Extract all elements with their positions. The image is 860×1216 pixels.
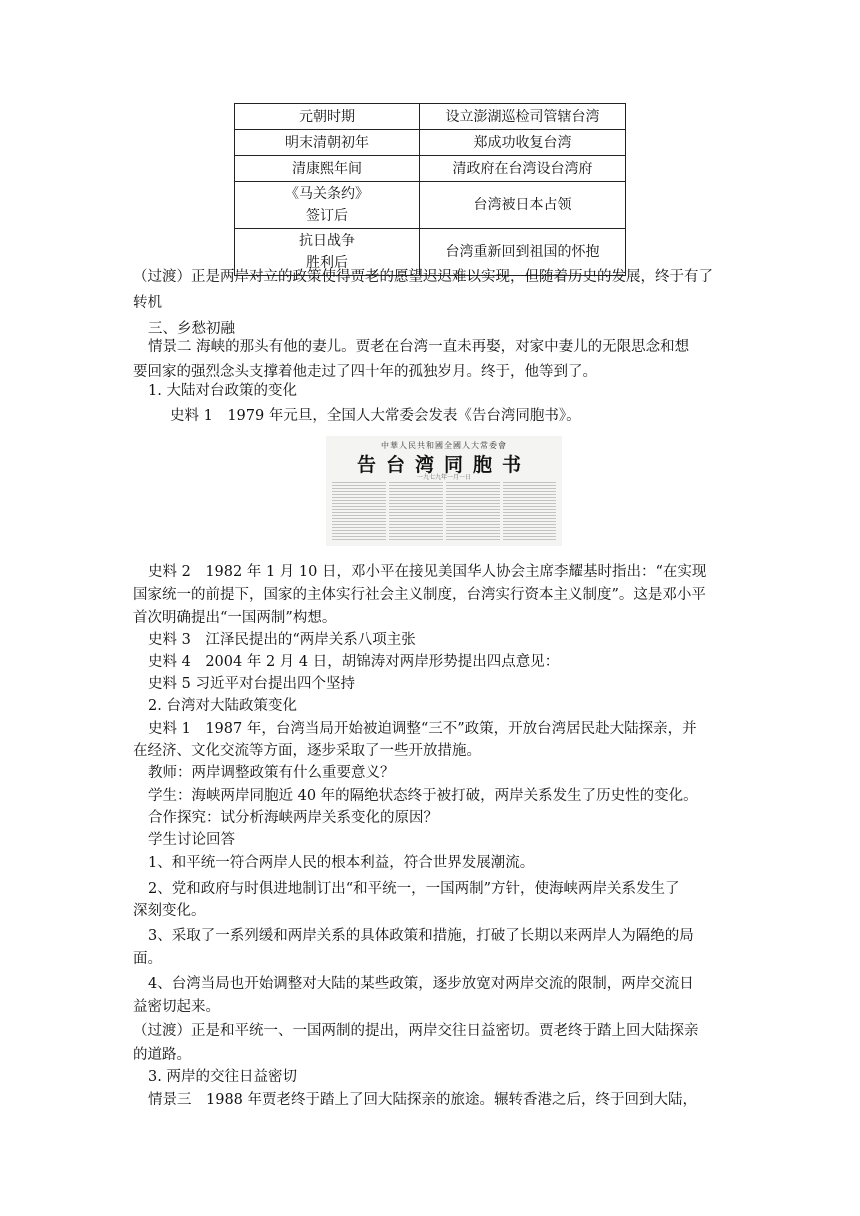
image-subtitle: 一九七九年一月一日 xyxy=(416,474,471,481)
newspaper-image xyxy=(326,436,562,546)
table-row xyxy=(235,130,626,156)
section-heading: 三、乡愁初融 xyxy=(148,321,235,337)
source-line: 史料 5 习近平对台提出四个坚持 xyxy=(148,676,355,692)
paragraph-line: 转机 xyxy=(133,295,162,311)
table-row xyxy=(235,182,626,229)
table-cell-event: 清政府在台湾设台湾府 xyxy=(420,156,626,182)
period-line: 抗日战争 xyxy=(299,233,355,249)
paragraph-line: 在经济、文化交流等方面，逐步采取了一些开放措施。 xyxy=(133,743,481,759)
teacher-line: 教师：两岸调整政策有什么重要意义？ xyxy=(148,765,395,781)
table-cell-event: 设立澎湖巡检司管辖台湾 xyxy=(420,104,626,130)
table-cell-period: 清康熙年间 xyxy=(235,156,420,182)
subsection-heading: 2. 台湾对大陆政策变化 xyxy=(148,698,297,714)
paragraph-line: 的道路。 xyxy=(133,1047,191,1063)
paragraph-line: 面。 xyxy=(133,951,162,967)
table-cell-period: 明末清朝初年 xyxy=(235,130,420,156)
table-row xyxy=(235,156,626,182)
table-cell-event: 郑成功收复台湾 xyxy=(420,130,626,156)
subsection-heading: 3. 两岸的交往日益密切 xyxy=(148,1069,297,1085)
subsection-heading: 1. 大陆对台政策的变化 xyxy=(148,383,297,399)
image-title: 告台湾同胞书 xyxy=(356,454,531,476)
source-line: 史料 2 1982 年 1 月 10 日，邓小平在接见美国华人协会主席李耀基时指出：“在实现 xyxy=(148,564,707,580)
history-table xyxy=(234,103,626,276)
list-item: 1、和平统一符合两岸人民的根本利益，符合世界发展潮流。 xyxy=(148,855,535,871)
table-cell-period xyxy=(235,182,420,229)
paragraph-line: 首次明确提出“一国两制”构想。 xyxy=(133,610,337,626)
list-item: 4、台湾当局也开始调整对大陆的某些政策，逐步放宽对两岸交流的限制，两岸交流日 xyxy=(148,976,694,992)
paragraph-line: 合作探究：试分析海峡两岸关系变化的原因？ xyxy=(148,810,438,826)
source-line: 史料 1 1987 年，台湾当局开始被迫调整“三不”政策，开放台湾居民赴大陆探亲，并 xyxy=(148,721,697,737)
student-line: 学生：海峡两岸同胞近 40 年的隔绝状态终于被打破，两岸关系发生了历史性的变化。 xyxy=(148,788,698,804)
list-item: 2、党和政府与时俱进地制订出“和平统一，一国两制”方针，使海峡两岸关系发生了 xyxy=(148,881,680,897)
paragraph-line: （过渡）正是和平统一、一国两制的提出，两岸交往日益密切。贾老终于踏上回大陆探亲 xyxy=(133,1023,699,1039)
list-item: 3、采取了一系列缓和两岸关系的具体政策和措施，打破了长期以来两岸人为隔绝的局 xyxy=(148,928,694,944)
source-line: 史料 4 2004 年 2 月 4 日，胡锦涛对两岸形势提出四点意见： xyxy=(148,654,560,670)
source-line: 史料 1 1979 年元旦，全国人大常委会发表《告台湾同胞书》。 xyxy=(170,408,581,424)
period-line: 胜利后 xyxy=(306,255,348,271)
image-header-line: 中華人民共和國全國人大常委會 xyxy=(381,441,507,450)
image-text-columns xyxy=(332,482,556,542)
paragraph-line: 要回家的强烈念头支撑着他走过了四十年的孤独岁月。终于，他等到了。 xyxy=(133,364,597,380)
period-line: 《马关条约》 xyxy=(285,186,369,202)
paragraph-line: 深刻变化。 xyxy=(133,903,206,919)
paragraph-line: 益密切起来。 xyxy=(133,999,220,1015)
table-cell-event: 台湾被日本占领 xyxy=(420,182,626,229)
table-cell-period: 元朝时期 xyxy=(235,104,420,130)
paragraph-line: 国家统一的前提下，国家的主体实行社会主义制度，台湾实行资本主义制度”。这是邓小平 xyxy=(133,587,706,603)
table-row xyxy=(235,104,626,130)
table-cell-event: 台湾重新回到祖国的怀抱 xyxy=(420,229,626,276)
period-line: 签订后 xyxy=(306,208,348,224)
source-line: 史料 3 江泽民提出的“两岸关系八项主张 xyxy=(148,632,416,648)
paragraph-line: 情景二 海峡的那头有他的妻儿。贾老在台湾一直未再娶，对家中妻儿的无限思念和想 xyxy=(148,339,690,355)
paragraph-line: （过渡）正是两岸对立的政策使得贾老的愿望迟迟难以实现，但随着历史的发展，终于有了 xyxy=(133,269,713,285)
paragraph-line: 情景三 1988 年贾老终于踏上了回大陆探亲的旅途。辗转香港之后，终于回到大陆， xyxy=(148,1092,698,1108)
paragraph-line: 学生讨论回答 xyxy=(148,832,235,848)
